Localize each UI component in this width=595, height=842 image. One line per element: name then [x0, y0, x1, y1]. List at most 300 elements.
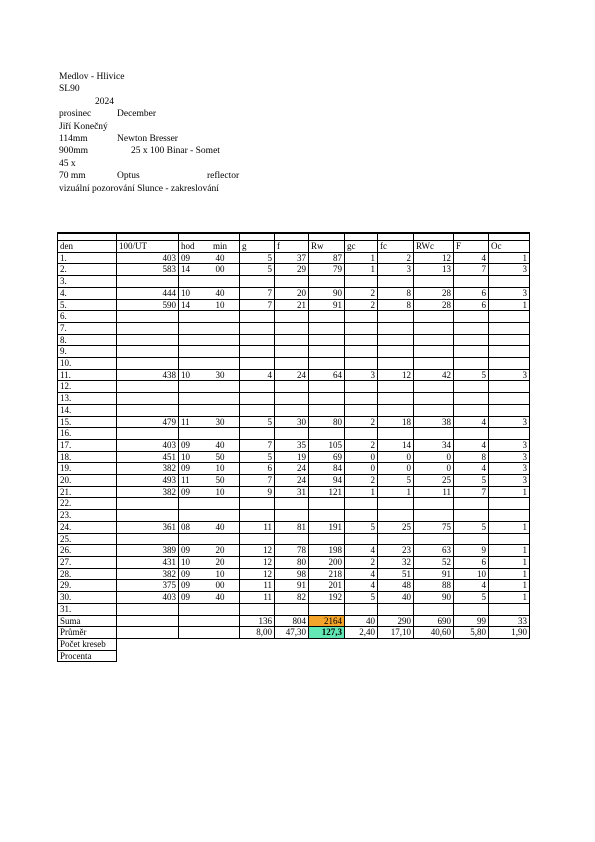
cell-hod-min — [179, 592, 240, 604]
cell-rw: 218 — [309, 568, 345, 580]
cell-hod-min — [179, 264, 240, 276]
cell-hod: 10 — [181, 287, 190, 298]
col-header-hod-min — [179, 241, 240, 253]
cell-F: 5 — [454, 521, 489, 533]
cell-hod: 09 — [181, 580, 190, 591]
cell-g — [240, 381, 275, 393]
cell-g: 12 — [240, 545, 275, 557]
table-row — [58, 486, 530, 498]
cell-rw: 105 — [309, 439, 345, 451]
cell-hod: 14 — [181, 299, 190, 310]
cell-F — [454, 603, 489, 615]
cell-ut — [117, 358, 179, 370]
table-row — [58, 463, 530, 475]
cell-den: 15. — [58, 416, 117, 428]
cell-oc: 1 — [489, 545, 530, 557]
cell-ut: 403 — [117, 252, 179, 264]
cell-rw — [309, 533, 345, 545]
cell-fc — [378, 276, 414, 288]
station-code: SL90 — [59, 84, 80, 95]
cell-f: 35 — [275, 439, 309, 451]
cell-hod-min — [179, 486, 240, 498]
cell-blank — [240, 650, 275, 662]
cell-g — [240, 428, 275, 440]
cell-gc: 5 — [345, 521, 378, 533]
cell-blank — [309, 650, 345, 662]
table-row — [58, 252, 530, 264]
cell-ut: 361 — [117, 521, 179, 533]
cell-oc — [489, 381, 530, 393]
cell-F: 4 — [454, 439, 489, 451]
cell-den: 24. — [58, 521, 117, 533]
cell-gc: 40 — [345, 615, 378, 627]
cell-gc: 0 — [345, 451, 378, 463]
table-row — [58, 416, 530, 428]
cell-g — [240, 311, 275, 323]
site-name: Medlov - Hlivice — [59, 72, 125, 82]
cell-den: 16. — [58, 428, 117, 440]
cell-F: 6 — [454, 287, 489, 299]
cell-den: 3. — [58, 276, 117, 288]
table-row — [58, 276, 530, 288]
cell-rw: 84 — [309, 463, 345, 475]
cell-F — [454, 346, 489, 358]
table-row — [58, 545, 530, 557]
cell-g: 11 — [240, 580, 275, 592]
cell-F — [454, 404, 489, 416]
cell-hod: 10 — [181, 369, 190, 380]
cell-fc: 1 — [378, 486, 414, 498]
cell-den: 20. — [58, 475, 117, 487]
cell-den: 27. — [58, 556, 117, 568]
cell-g — [240, 393, 275, 405]
cell-g: 5 — [240, 264, 275, 276]
table-row — [58, 475, 530, 487]
cell-rwc — [414, 311, 454, 323]
cell-ut — [117, 428, 179, 440]
cell-oc: 1 — [489, 592, 530, 604]
cell-rwc — [414, 533, 454, 545]
cell-hod-min — [179, 346, 240, 358]
table-row — [58, 603, 530, 615]
cell-den: 7. — [58, 322, 117, 334]
cell-ut — [117, 404, 179, 416]
cell-ut: 403 — [117, 439, 179, 451]
cell-blank — [454, 638, 489, 650]
cell-blank — [179, 638, 240, 650]
cell-blank — [454, 650, 489, 662]
cell-rwc: 11 — [414, 486, 454, 498]
cell-den: 29. — [58, 580, 117, 592]
cell-rwc: 12 — [414, 252, 454, 264]
cell-min: 10 — [215, 486, 225, 497]
cell-gc: 2 — [345, 556, 378, 568]
cell-oc — [489, 498, 530, 510]
cell-ut: 479 — [117, 416, 179, 428]
cell-gc: 2 — [345, 299, 378, 311]
cell-rwc: 34 — [414, 439, 454, 451]
cell-ut — [117, 346, 179, 358]
cell-f — [275, 358, 309, 370]
cell-gc: 2 — [345, 439, 378, 451]
cell-hod-min — [179, 451, 240, 463]
cell-F — [454, 428, 489, 440]
cell-F — [454, 498, 489, 510]
table-row — [58, 592, 530, 604]
cell-rwc: 52 — [414, 556, 454, 568]
cell-oc — [489, 428, 530, 440]
cell-f — [275, 510, 309, 522]
cell-den: 8. — [58, 334, 117, 346]
cell-hod-min — [179, 510, 240, 522]
instrument-2: Optus — [117, 171, 140, 182]
cell-rwc — [414, 404, 454, 416]
cell-ut: 438 — [117, 369, 179, 381]
cell-hod: 14 — [181, 264, 190, 275]
cell-fc: 2 — [378, 252, 414, 264]
cell-fc: 18 — [378, 416, 414, 428]
cell-den: 2. — [58, 264, 117, 276]
cell-g: 12 — [240, 556, 275, 568]
cell-min: 40 — [215, 439, 225, 450]
cell-oc: 1 — [489, 580, 530, 592]
cell-g: 5 — [240, 451, 275, 463]
cell-hod-min — [179, 545, 240, 557]
cell-rwc: 28 — [414, 299, 454, 311]
cell-rw — [309, 510, 345, 522]
cell-blank — [345, 638, 378, 650]
cell-fc: 12 — [378, 369, 414, 381]
cell-rw — [309, 603, 345, 615]
cell-rwc: 690 — [414, 615, 454, 627]
cell-gc: 3 — [345, 369, 378, 381]
cell-blank — [179, 650, 240, 662]
cell-fc — [378, 393, 414, 405]
cell-fc: 8 — [378, 299, 414, 311]
cell-oc — [489, 393, 530, 405]
cell-blank — [240, 638, 275, 650]
cell-rw: 127,3 — [309, 627, 345, 639]
cell-oc — [489, 603, 530, 615]
cell-g — [240, 533, 275, 545]
cell-g — [240, 358, 275, 370]
cell-rwc: 0 — [414, 463, 454, 475]
cell-den: 25. — [58, 533, 117, 545]
observer-name: Jiří Konečný — [59, 121, 108, 132]
cell-fc — [378, 404, 414, 416]
focal-length: 900mm — [59, 146, 89, 157]
cell-F: 5,80 — [454, 627, 489, 639]
cell-f — [275, 393, 309, 405]
cell-F: 4 — [454, 580, 489, 592]
cell-gc: 2 — [345, 287, 378, 299]
table-row — [58, 580, 530, 592]
cell-g — [240, 498, 275, 510]
cell-fc — [378, 311, 414, 323]
table-row — [58, 510, 530, 522]
col-header-den: den — [58, 241, 117, 253]
cell-min: 40 — [215, 592, 225, 603]
cell-oc — [489, 358, 530, 370]
cell-gc: 4 — [345, 580, 378, 592]
cell-ut: 493 — [117, 475, 179, 487]
cell-rw — [309, 276, 345, 288]
cell-hod-min — [179, 381, 240, 393]
cell-f: 78 — [275, 545, 309, 557]
cell-ut: 375 — [117, 580, 179, 592]
cell-min: 30 — [215, 369, 225, 380]
cell-oc: 3 — [489, 264, 530, 276]
cell-hod: 10 — [181, 556, 190, 567]
col-header-min: min — [212, 241, 227, 251]
table-row — [58, 264, 530, 276]
cell-rwc: 63 — [414, 545, 454, 557]
cell-rw — [309, 393, 345, 405]
cell-ut — [117, 510, 179, 522]
cell-oc — [489, 322, 530, 334]
cell-den: 17. — [58, 439, 117, 451]
cell-hod-min — [179, 393, 240, 405]
cell-blank — [275, 638, 309, 650]
cell-rwc — [414, 381, 454, 393]
cell-oc — [489, 533, 530, 545]
cell-fc — [378, 346, 414, 358]
cell-hod-min — [179, 463, 240, 475]
cell-den: 10. — [58, 358, 117, 370]
cell-hod-min — [179, 322, 240, 334]
cell-den: 30. — [58, 592, 117, 604]
cell-f — [275, 311, 309, 323]
cell-f — [275, 276, 309, 288]
col-header-gc: gc — [345, 241, 378, 253]
cell-hod-min — [179, 358, 240, 370]
table-row — [58, 393, 530, 405]
table-row — [58, 381, 530, 393]
cell-oc: 1 — [489, 486, 530, 498]
cell-fc: 51 — [378, 568, 414, 580]
cell-ut — [117, 334, 179, 346]
cell-g: 11 — [240, 521, 275, 533]
table-body — [58, 233, 530, 662]
col-header-F: F — [454, 241, 489, 253]
cell-min: 10 — [215, 568, 225, 579]
cell-rwc — [414, 358, 454, 370]
cell-F — [454, 510, 489, 522]
cell-hod: 09 — [181, 592, 190, 603]
magnification: 45 x — [59, 158, 76, 169]
cell-ut: 431 — [117, 556, 179, 568]
cell-rw: 87 — [309, 252, 345, 264]
cell-den: 11. — [58, 369, 117, 381]
cell-rwc — [414, 334, 454, 346]
cell-F: 6 — [454, 556, 489, 568]
cell-fc: 32 — [378, 556, 414, 568]
cell-gc — [345, 311, 378, 323]
cell-den: 1. — [58, 252, 117, 264]
cell-hod-min — [179, 556, 240, 568]
cell-gc: 1 — [345, 486, 378, 498]
cell-hod: 09 — [181, 463, 190, 474]
cell-fc — [378, 428, 414, 440]
cell-rwc: 0 — [414, 451, 454, 463]
cell-rw: 121 — [309, 486, 345, 498]
cell-min: 10 — [215, 463, 225, 474]
cell-gc — [345, 346, 378, 358]
cell-hod-min — [179, 287, 240, 299]
suma-row — [58, 615, 530, 627]
aperture-2: 70 mm — [59, 171, 86, 182]
cell-empty — [117, 627, 179, 639]
cell-oc: 1 — [489, 556, 530, 568]
cell-hod: 11 — [181, 416, 190, 427]
table-top-strip — [58, 233, 530, 241]
cell-f: 47,30 — [275, 627, 309, 639]
cell-oc — [489, 276, 530, 288]
cell-rw — [309, 311, 345, 323]
cell-oc: 3 — [489, 463, 530, 475]
cell-gc — [345, 510, 378, 522]
cell-rw — [309, 334, 345, 346]
cell-fc — [378, 510, 414, 522]
cell-rw: 79 — [309, 264, 345, 276]
cell-g — [240, 404, 275, 416]
cell-ut: 451 — [117, 451, 179, 463]
cell-ut — [117, 322, 179, 334]
cell-hod: 09 — [181, 568, 190, 579]
cell-rw — [309, 428, 345, 440]
cell-ut — [117, 276, 179, 288]
col-header-g: g — [240, 241, 275, 253]
table-row — [58, 556, 530, 568]
cell-hod-min — [179, 568, 240, 580]
cell-fc: 14 — [378, 439, 414, 451]
cell-F — [454, 276, 489, 288]
month-en: December — [117, 109, 157, 120]
cell-min: 00 — [215, 580, 225, 591]
cell-ut: 403 — [117, 592, 179, 604]
cell-f: 37 — [275, 252, 309, 264]
cell-f — [275, 603, 309, 615]
cell-f — [275, 498, 309, 510]
cell-g: 7 — [240, 299, 275, 311]
cell-rwc — [414, 603, 454, 615]
cell-gc: 5 — [345, 592, 378, 604]
cell-F: 4 — [454, 463, 489, 475]
table-row — [58, 299, 530, 311]
cell-F: 7 — [454, 486, 489, 498]
cell-oc: 1 — [489, 252, 530, 264]
cell-f — [275, 381, 309, 393]
cell-gc: 2 — [345, 416, 378, 428]
aperture: 114mm — [59, 133, 88, 144]
table-row — [58, 533, 530, 545]
cell-g — [240, 346, 275, 358]
cell-g: 136 — [240, 615, 275, 627]
cell-hod-min — [179, 603, 240, 615]
cell-fc — [378, 603, 414, 615]
cell-F — [454, 358, 489, 370]
cell-g: 7 — [240, 475, 275, 487]
cell-fc: 8 — [378, 287, 414, 299]
cell-oc: 3 — [489, 416, 530, 428]
cell-fc — [378, 498, 414, 510]
cell-blank — [117, 650, 179, 662]
cell-F: 10 — [454, 568, 489, 580]
cell-den: 19. — [58, 463, 117, 475]
cell-blank — [378, 638, 414, 650]
cell-oc: 1 — [489, 299, 530, 311]
cell-ut — [117, 393, 179, 405]
cell-ut: 444 — [117, 287, 179, 299]
cell-rwc — [414, 428, 454, 440]
cell-rwc: 91 — [414, 568, 454, 580]
cell-f: 98 — [275, 568, 309, 580]
cell-f: 24 — [275, 369, 309, 381]
month-cz: prosinec — [59, 109, 92, 120]
cell-oc — [489, 510, 530, 522]
table-row — [58, 498, 530, 510]
cell-hod: 09 — [181, 486, 190, 497]
cell-fc — [378, 358, 414, 370]
cell-empty — [179, 627, 240, 639]
cell-min: 20 — [215, 545, 225, 556]
cell-g: 4 — [240, 369, 275, 381]
cell-min: 10 — [215, 299, 225, 310]
cell-f: 82 — [275, 592, 309, 604]
cell-fc: 40 — [378, 592, 414, 604]
cell-den: 6. — [58, 311, 117, 323]
cell-rwc — [414, 322, 454, 334]
cell-fc: 0 — [378, 451, 414, 463]
cell-min: 40 — [215, 287, 225, 298]
cell-f: 24 — [275, 463, 309, 475]
cell-label: Průměr — [58, 627, 117, 639]
cell-gc — [345, 428, 378, 440]
cell-hod: 10 — [181, 451, 190, 462]
cell-rw: 200 — [309, 556, 345, 568]
cell-g: 8,00 — [240, 627, 275, 639]
cell-f: 804 — [275, 615, 309, 627]
cell-rw — [309, 381, 345, 393]
cell-gc — [345, 404, 378, 416]
cell-gc — [345, 322, 378, 334]
table-row — [58, 404, 530, 416]
cell-ut: 590 — [117, 299, 179, 311]
cell-gc: 1 — [345, 252, 378, 264]
col-header-oc: Oc — [489, 241, 530, 253]
cell-fc: 25 — [378, 521, 414, 533]
cell-oc: 3 — [489, 439, 530, 451]
cell-min: 50 — [215, 475, 225, 486]
cell-F: 4 — [454, 252, 489, 264]
table-row — [58, 311, 530, 323]
cell-F: 7 — [454, 264, 489, 276]
cell-ut: 583 — [117, 264, 179, 276]
cell-f: 80 — [275, 556, 309, 568]
cell-gc — [345, 498, 378, 510]
cell-gc: 2 — [345, 475, 378, 487]
cell-den: 21. — [58, 486, 117, 498]
cell-rw: 90 — [309, 287, 345, 299]
cell-fc: 290 — [378, 615, 414, 627]
col-header-rw: Rw — [309, 241, 345, 253]
cell-hod-min — [179, 276, 240, 288]
cell-fc — [378, 334, 414, 346]
cell-f: 29 — [275, 264, 309, 276]
pocet-kreseb-row — [58, 638, 530, 650]
sunspot-table — [57, 232, 530, 662]
cell-f — [275, 334, 309, 346]
